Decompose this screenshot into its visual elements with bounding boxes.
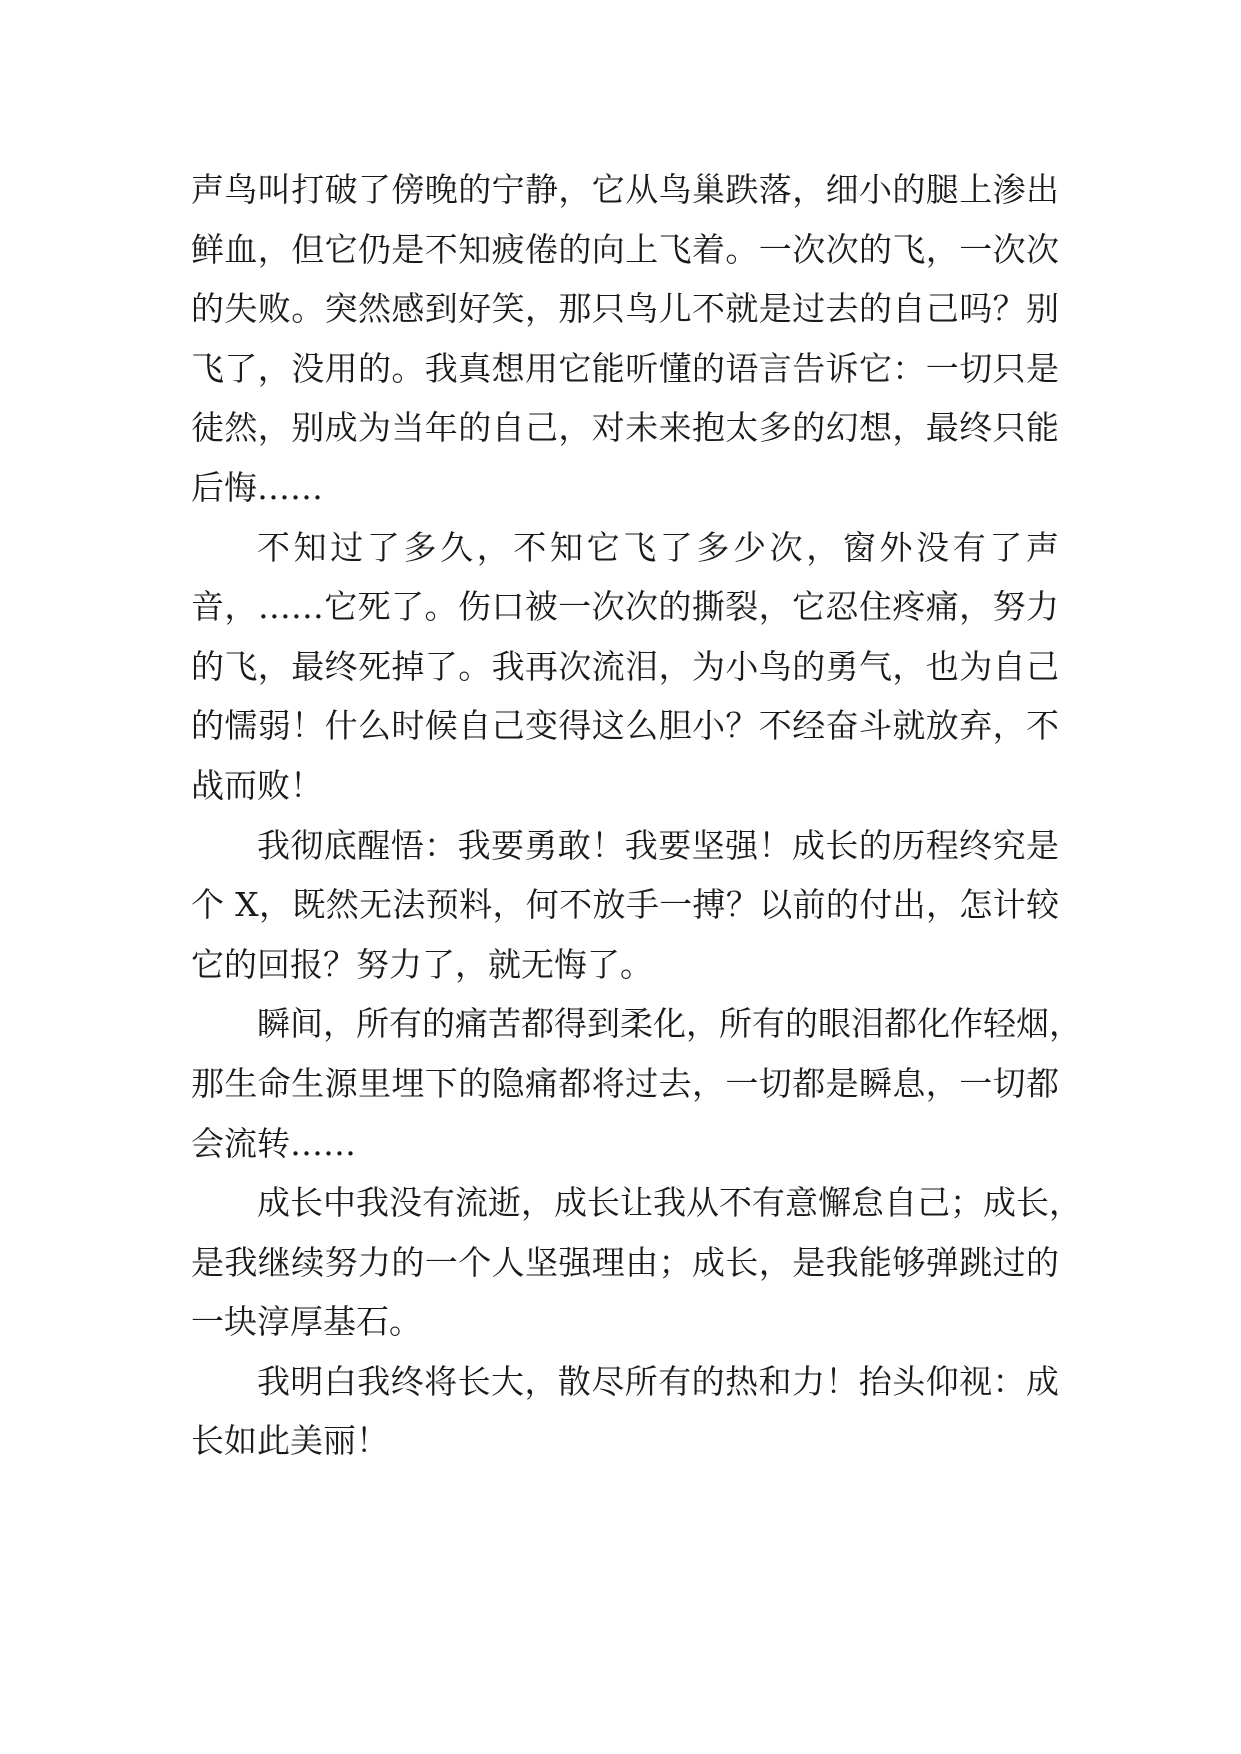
- text-line: 它的回报？努力了，就无悔了。: [191, 944, 653, 984]
- text-line: 那生命生源里埋下的隐痛都将过去，一切都是瞬息，一切都: [191, 1063, 1059, 1103]
- text-line: 是我继续努力的一个人坚强理由；成长，是我能够弹跳过的: [191, 1242, 1059, 1282]
- paragraph: [191, 1173, 1082, 1352]
- text-line: 音，……它死了。伤口被一次次的撕裂，它忍住疼痛，努力: [191, 587, 1059, 627]
- text-line: 战而败！: [191, 765, 323, 805]
- text-line: 飞了，没用的。我真想用它能听懂的语言告诉它：一切只是: [191, 348, 1059, 388]
- text-line: 瞬间，所有的痛苦都得到柔化，所有的眼泪都化作轻烟，: [257, 1004, 1082, 1044]
- paragraph: [191, 518, 1059, 816]
- paragraph: [191, 816, 1059, 995]
- text-line: 个 X，既然无法预料，何不放手一搏？以前的付出，怎计较: [191, 885, 1059, 925]
- text-line: 的失败。突然感到好笑，那只鸟儿不就是过去的自己吗？别: [191, 289, 1059, 329]
- paragraph: [191, 994, 1082, 1173]
- text-line: 后悔……: [191, 467, 323, 507]
- text-line: 成长中我没有流逝，成长让我从不有意懈怠自己；成长，: [257, 1183, 1082, 1223]
- text-line: 长如此美丽！: [191, 1421, 389, 1461]
- text-line: 声鸟叫打破了傍晚的宁静，它从鸟巢跌落，细小的腿上渗出: [191, 170, 1059, 209]
- text-line: 的懦弱！什么时候自己变得这么胆小？不经奋斗就放弃，不: [191, 706, 1059, 746]
- paragraph: [191, 1352, 1059, 1471]
- text-line: 会流转……: [191, 1123, 356, 1163]
- text-line: 鲜血，但它仍是不知疲倦的向上飞着。一次次的飞，一次次: [191, 229, 1059, 269]
- text-line: 我明白我终将长大，散尽所有的热和力！抬头仰视：成: [257, 1361, 1059, 1401]
- paragraph: [191, 160, 1059, 518]
- text-line: 不知过了多久，不知它飞了多少次，窗外没有了声: [257, 527, 1059, 567]
- text-line: 徒然，别成为当年的自己，对未来抱太多的幻想，最终只能: [191, 408, 1059, 448]
- document-body: [191, 160, 1082, 1471]
- text-line: 我彻底醒悟：我要勇敢！我要坚强！成长的历程终究是: [257, 825, 1059, 865]
- text-line: 一块淳厚基石。: [191, 1302, 422, 1342]
- text-line: 的飞，最终死掉了。我再次流泪，为小鸟的勇气，也为自己: [191, 646, 1059, 686]
